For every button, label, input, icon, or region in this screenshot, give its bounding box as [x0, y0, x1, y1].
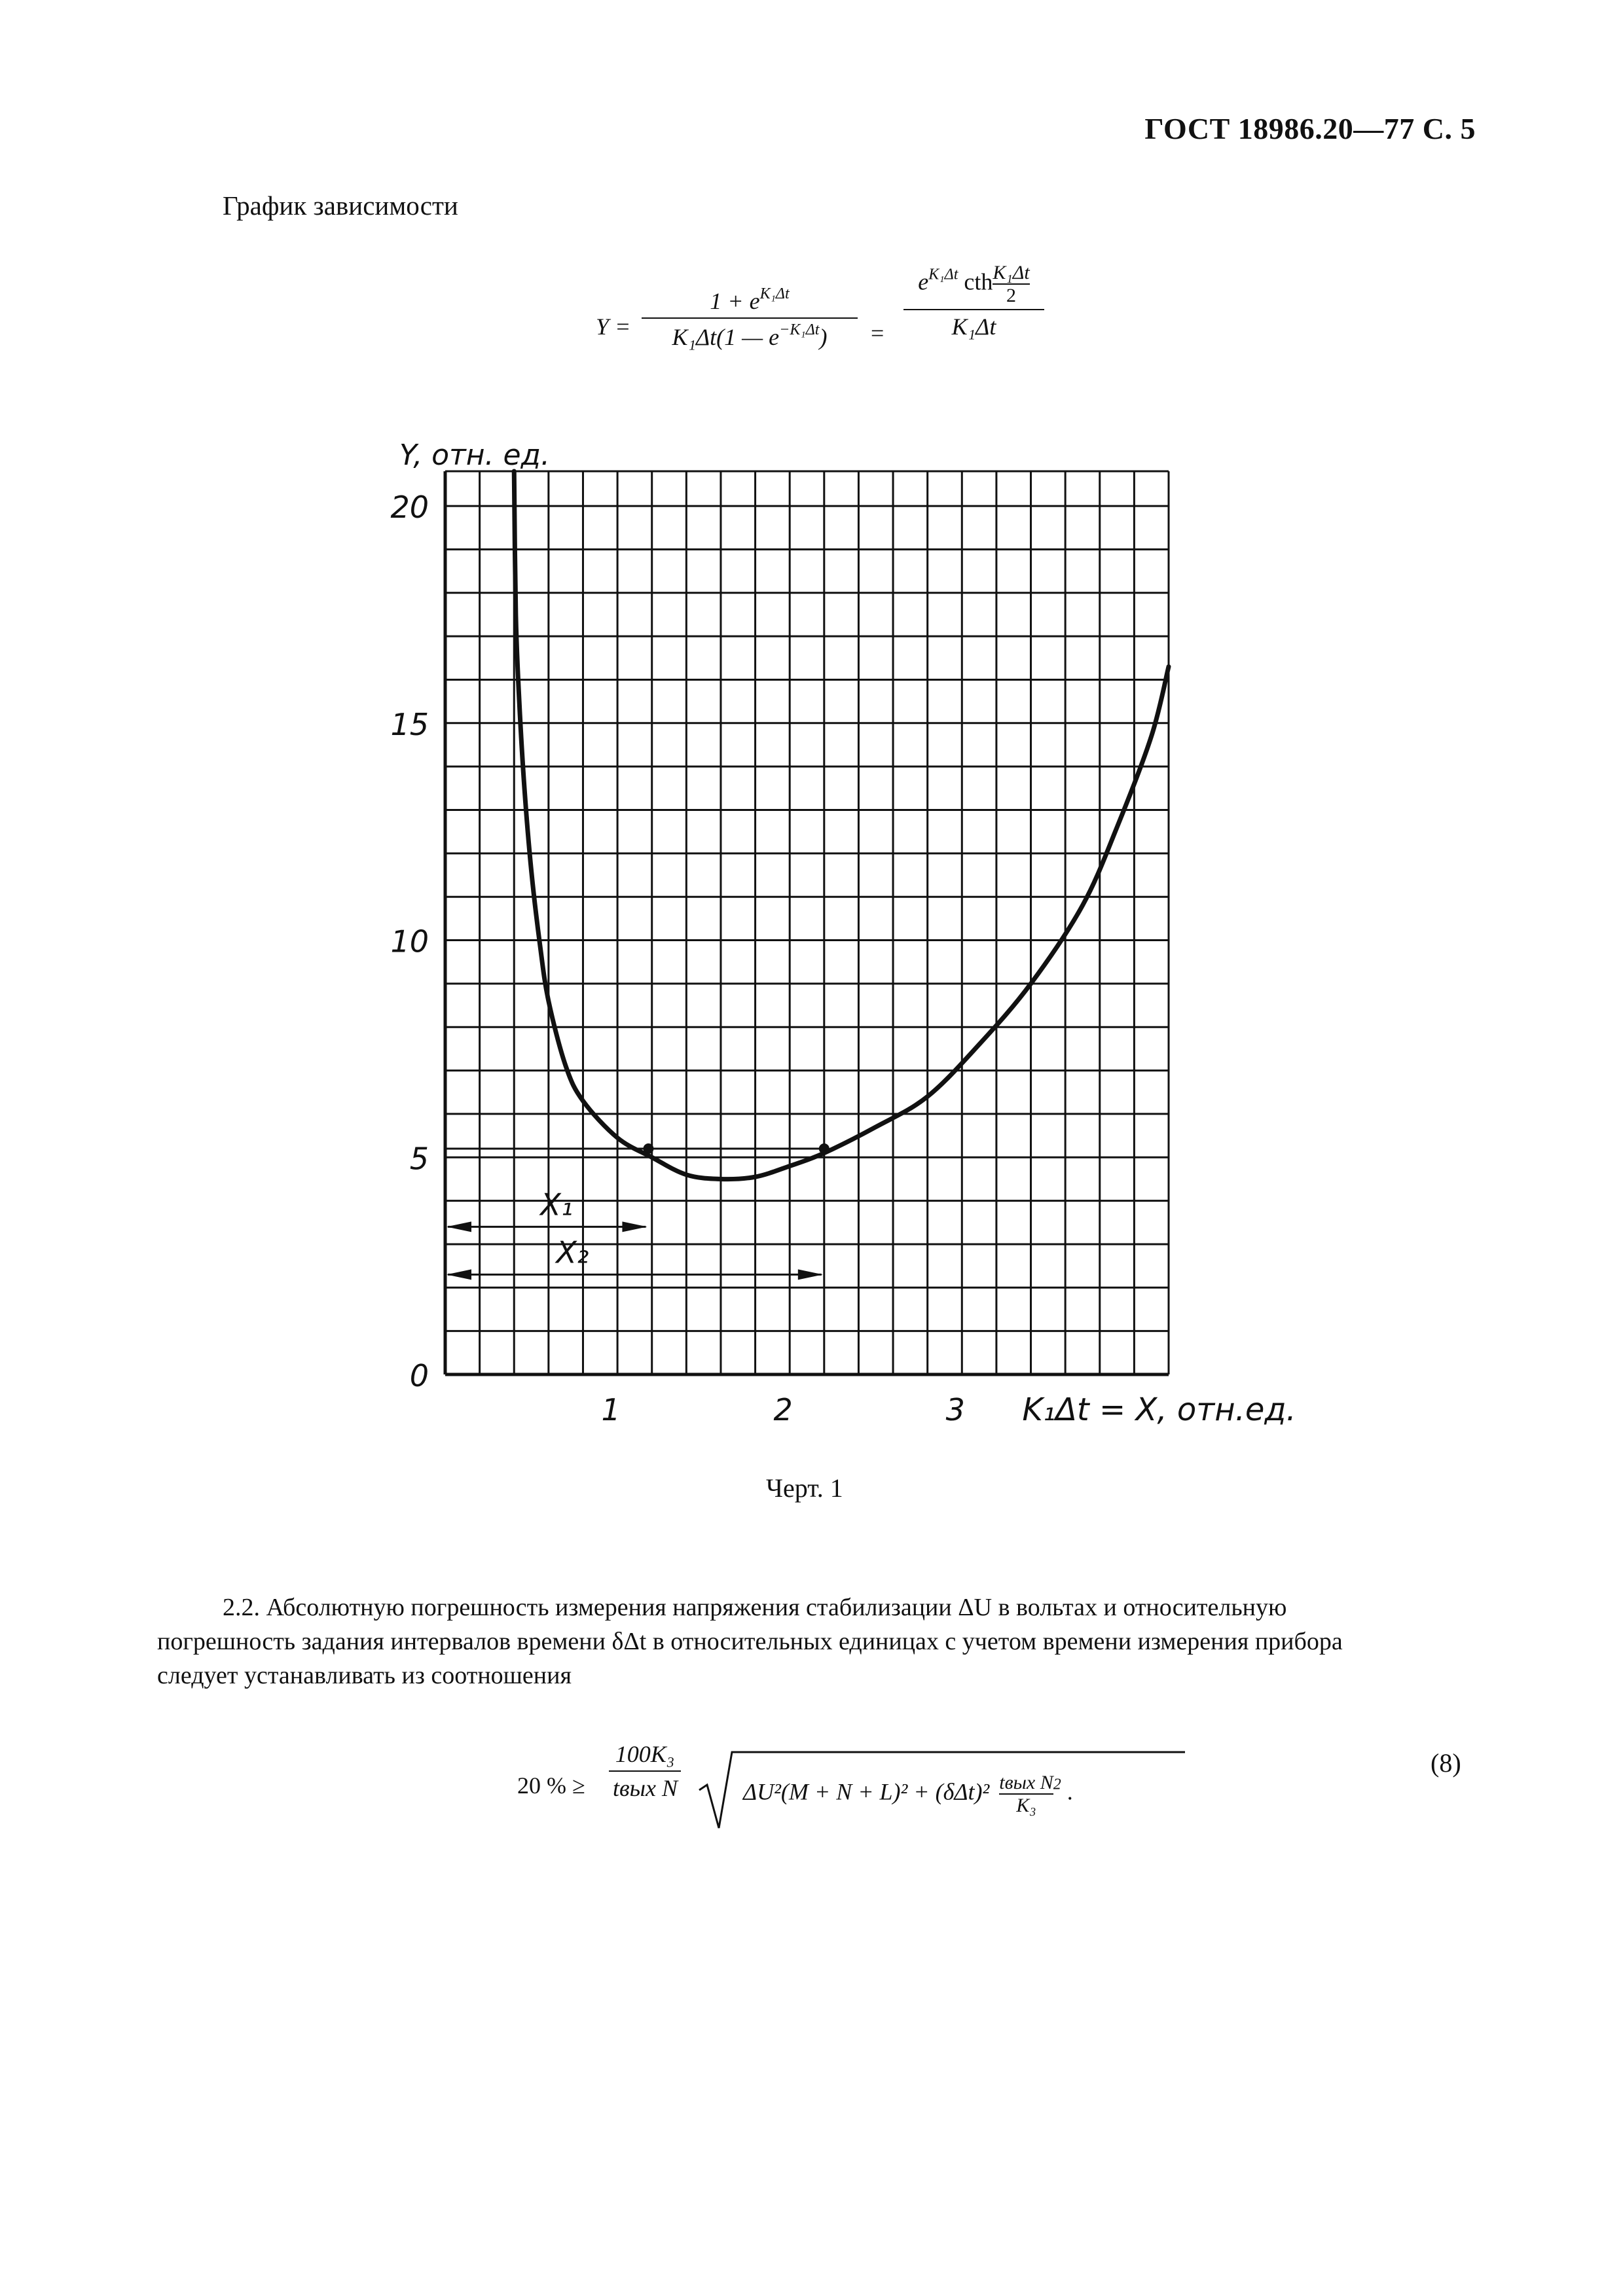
x-tick-label: 1 — [601, 1392, 621, 1427]
x-axis-label: K₁Δt = X, отн.ед. — [1022, 1391, 1296, 1428]
y-tick-label: 15 — [390, 706, 429, 742]
formula-8-left: 20 % ≥ — [517, 1772, 585, 1799]
formula-equals: = — [871, 320, 884, 346]
formula-8-fraction — [609, 1740, 681, 1802]
x-tick-label: 2 — [773, 1392, 793, 1427]
formula-y: Y = — [596, 314, 631, 340]
marked-point-label: X₁ — [540, 1187, 574, 1223]
frac2-cth: cth — [958, 268, 993, 295]
y-tick-label: 5 — [409, 1141, 429, 1177]
formula-8 — [517, 1738, 1237, 1856]
frac1-denominator-end: ) — [819, 324, 828, 350]
y-axis-label: Y, отн. ед. — [399, 439, 550, 472]
figure-caption: Черт. 1 — [766, 1473, 843, 1503]
y-tick-label: 10 — [390, 924, 429, 960]
frac2-inner-den: 2 — [1006, 285, 1017, 306]
frac1-numerator: 1 + e — [710, 288, 760, 314]
frac2-denominator: K₁Δt — [951, 314, 996, 340]
y-tick-label: 20 — [390, 490, 429, 526]
frac2-e-sup: K₁Δt — [928, 266, 958, 283]
chart — [367, 432, 1296, 1433]
frac1-denominator: K₁Δt(1 — e — [672, 324, 780, 350]
formula-8-number: (8) — [1431, 1748, 1461, 1778]
formula-fraction-2 — [903, 262, 1044, 340]
chart-grid — [445, 471, 1169, 1374]
marked-point-label: X₂ — [556, 1234, 589, 1270]
page-header: ГОСТ 18986.20—77 С. 5 — [1144, 112, 1476, 145]
formula-8-end: . — [1067, 1778, 1073, 1805]
arrowhead-right — [798, 1269, 823, 1280]
formula-main — [589, 262, 1048, 393]
chart-series — [514, 471, 1169, 1179]
frac1-denominator-sup: −K₁Δt — [779, 321, 820, 338]
paragraph-2-2 — [157, 1590, 1480, 1693]
frac2-inner-num: K₁Δt — [993, 262, 1030, 283]
chart-reference — [445, 1143, 830, 1280]
paragraph-line-3: следует устанавливать из соотношения — [157, 1662, 572, 1689]
arrowhead-right — [622, 1221, 647, 1232]
formula-8-root-expr: ΔU²(M + N + L)² + (δΔt)² — [743, 1778, 990, 1805]
formula-fraction-1 — [642, 285, 858, 351]
frac1-numerator-sup: K₁Δt — [759, 285, 790, 302]
y-tick-label: 0 — [409, 1358, 429, 1393]
graph-title: График зависимости — [223, 190, 458, 221]
chart-labels — [390, 439, 1296, 1428]
x-tick-label: 3 — [945, 1392, 965, 1427]
formula-8-inner-den: K₃ — [1016, 1795, 1036, 1816]
paragraph-line-2: погрешность задания интервалов времени δΔt в относительных единицах с учетом времени измерения прибора — [157, 1628, 1343, 1655]
frac2-e: e — [918, 268, 929, 295]
formula-8-numerator: 100K₃ — [615, 1741, 675, 1767]
series-line — [514, 471, 1169, 1179]
formula-8-inner-sup: 2 — [1053, 1776, 1061, 1793]
arrowhead-left — [447, 1269, 471, 1280]
formula-8-denominator: tвых N — [613, 1775, 678, 1801]
paragraph-line-1: 2.2. Абсолютную погрешность измерения напряжения стабилизации ΔU в вольтах и относительную — [223, 1594, 1287, 1621]
chart-axes — [445, 471, 1169, 1374]
arrowhead-left — [447, 1221, 471, 1232]
chart-svg — [367, 432, 1296, 1433]
formula-8-inner-num: tвых N — [999, 1772, 1053, 1793]
